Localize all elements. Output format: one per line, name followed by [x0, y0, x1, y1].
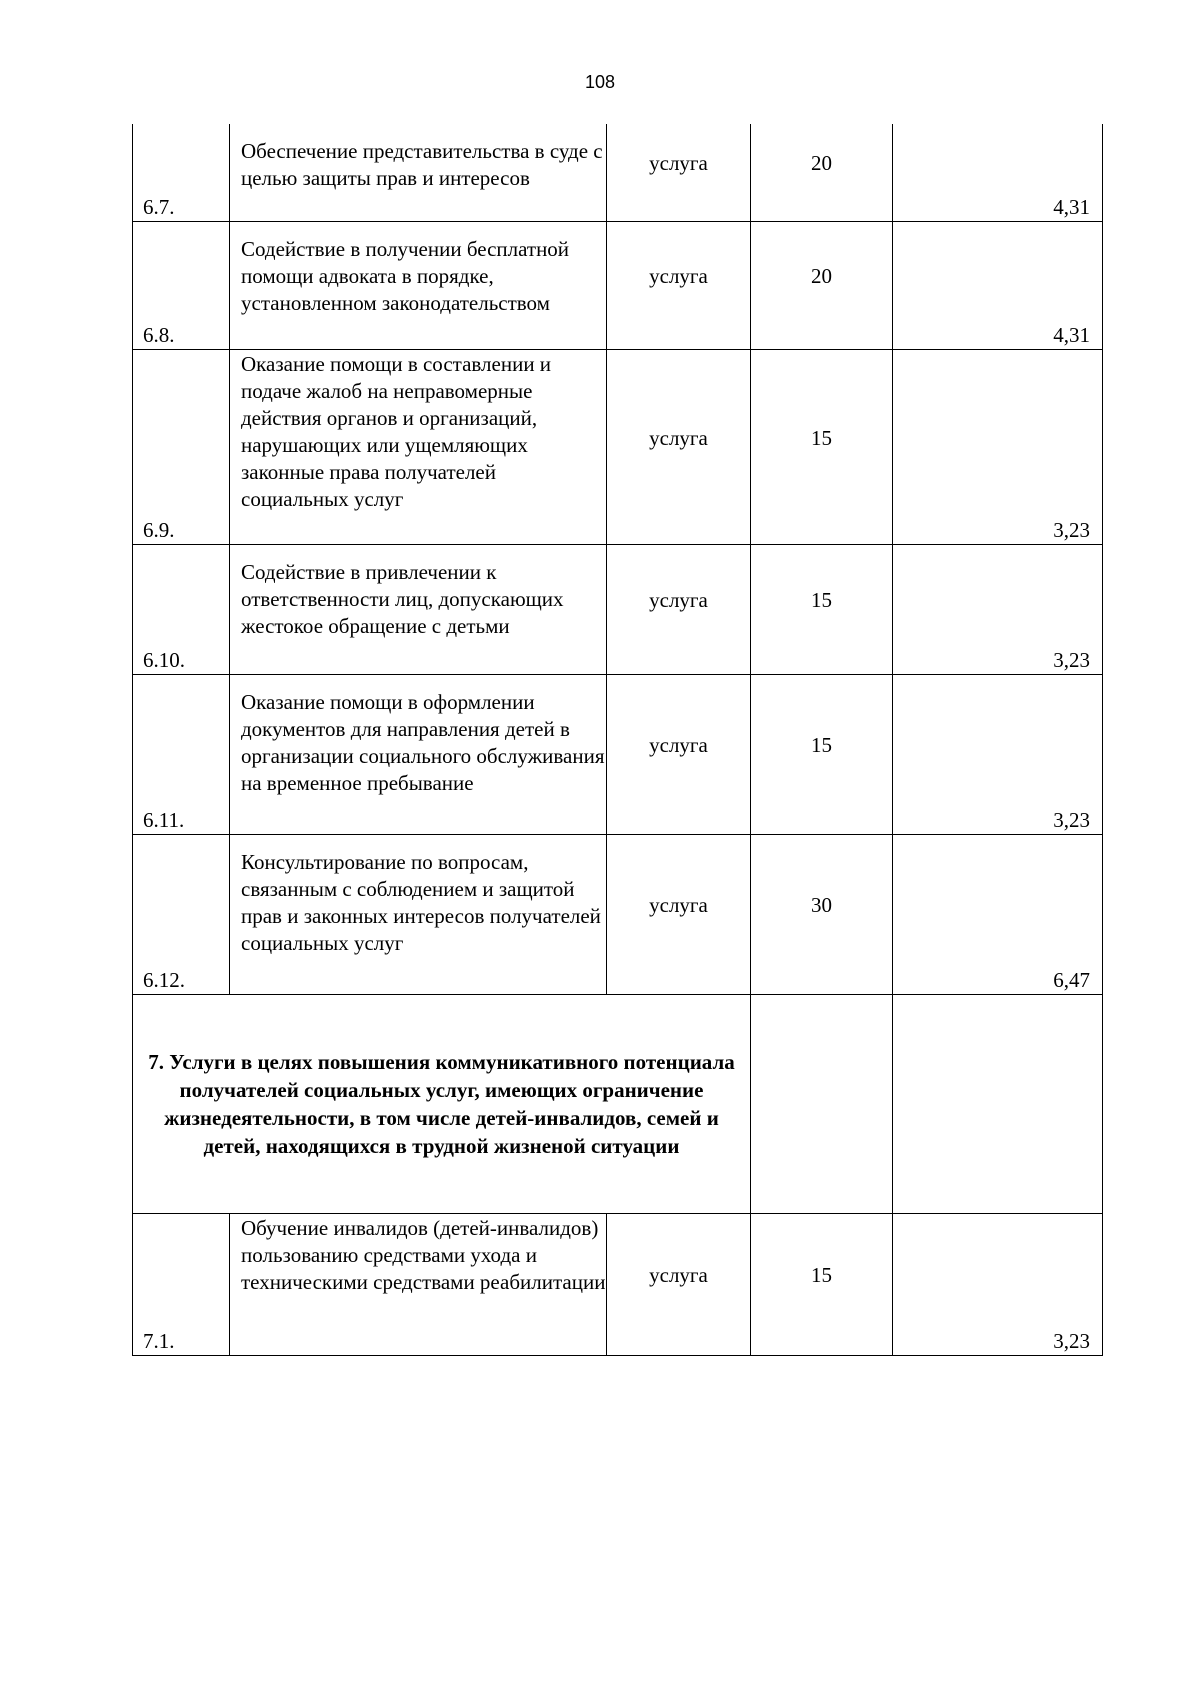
price-cell [893, 1213, 1103, 1355]
service-name: Оказание помощи в оформлении документов для направления детей в организации социального обслуживания на временное пребывание [241, 689, 605, 795]
row-number-cell [133, 544, 230, 674]
section-heading: 7. Услуги в целях повышения коммуникативного потенциала получателей социальных услуг, имеющих ограничение жизнедеятельности, в том числе детей-инвалидов, семей и детей, находящихся в трудной жизненой ситуации [148, 1049, 735, 1158]
table-row [133, 124, 1103, 221]
row-number: 6.8. [143, 322, 175, 347]
services-table [132, 124, 1103, 1356]
section-heading-cell [133, 994, 751, 1213]
service-name-cell [230, 544, 607, 674]
table-row [133, 1213, 1103, 1355]
service-name-cell [230, 674, 607, 834]
price: 4,31 [1053, 322, 1090, 347]
price: 3,23 [1053, 647, 1090, 672]
price-cell [893, 349, 1103, 544]
service-name-cell [230, 349, 607, 544]
rate: 20 [811, 151, 832, 176]
row-number: 6.9. [143, 517, 175, 542]
unit-cell [607, 124, 751, 221]
rate-cell [751, 544, 893, 674]
service-name-cell [230, 221, 607, 349]
row-number: 6.7. [143, 194, 175, 219]
unit: услуга [649, 588, 708, 612]
rate-cell [751, 124, 893, 221]
table-row [133, 544, 1103, 674]
price-cell [893, 544, 1103, 674]
rate: 15 [811, 1263, 832, 1287]
unit: услуга [649, 264, 708, 288]
row-number: 7.1. [143, 1328, 175, 1353]
unit-cell [607, 221, 751, 349]
unit: услуга [649, 893, 708, 917]
service-name-cell [230, 124, 607, 221]
row-number-cell [133, 674, 230, 834]
service-name: Обеспечение представительства в суде с целью защиты прав и интересов [241, 139, 603, 190]
service-name: Содействие в получении бесплатной помощи адвоката в порядке, установленном законодательством [241, 236, 570, 315]
unit: услуга [649, 425, 708, 450]
unit-cell [607, 1213, 751, 1355]
unit: услуга [649, 151, 708, 176]
row-number-cell [133, 1213, 230, 1355]
rate-cell [751, 834, 893, 994]
price: 3,23 [1053, 517, 1090, 542]
price-cell [893, 221, 1103, 349]
section-row [133, 994, 1103, 1213]
table-row [133, 674, 1103, 834]
price-cell [893, 834, 1103, 994]
service-name: Консультирование по вопросам, связанным с соблюдением и защитой прав и законных интересов получателей социальных услуг [241, 849, 601, 955]
service-name: Обучение инвалидов (детей-инвалидов) пользованию средствами ухода и техническими средствами реабилитации [241, 1215, 606, 1294]
rate: 30 [811, 893, 832, 917]
price-cell [893, 674, 1103, 834]
row-number: 6.10. [143, 647, 185, 672]
service-name-cell [230, 1213, 607, 1355]
unit: услуга [649, 1263, 708, 1287]
rate-cell [751, 1213, 893, 1355]
rate-cell [751, 674, 893, 834]
rate-cell [751, 349, 893, 544]
unit-cell [607, 834, 751, 994]
price-cell [893, 994, 1103, 1213]
table-row [133, 834, 1103, 994]
price: 4,31 [1053, 194, 1090, 219]
price: 3,23 [1053, 1328, 1090, 1353]
rate-cell [751, 221, 893, 349]
rate: 15 [811, 733, 832, 757]
page-number: 108 [584, 72, 616, 92]
unit-cell [607, 544, 751, 674]
row-number-cell [133, 349, 230, 544]
price-cell [893, 124, 1103, 221]
row-number-cell [133, 221, 230, 349]
service-name: Оказание помощи в составлении и подаче жалоб на неправомерные действия органов и организаций, нарушающих или ущемляющих законные права получателей социальных услуг [241, 351, 552, 511]
unit: услуга [649, 733, 708, 757]
service-name: Содействие в привлечении к ответственности лиц, допускающих жестокое обращение с детьми [241, 559, 564, 638]
row-number-cell [133, 834, 230, 994]
rate: 20 [811, 264, 832, 288]
table-row [133, 349, 1103, 544]
unit-cell [607, 349, 751, 544]
row-number: 6.11. [143, 807, 185, 832]
rate-cell [751, 994, 893, 1213]
table-row [133, 221, 1103, 349]
rate: 15 [811, 588, 832, 612]
unit-cell [607, 674, 751, 834]
rate: 15 [811, 425, 832, 450]
price: 3,23 [1053, 807, 1090, 832]
row-number-cell [133, 124, 230, 221]
row-number: 6.12. [143, 967, 185, 992]
service-name-cell [230, 834, 607, 994]
price: 6,47 [1053, 967, 1090, 992]
